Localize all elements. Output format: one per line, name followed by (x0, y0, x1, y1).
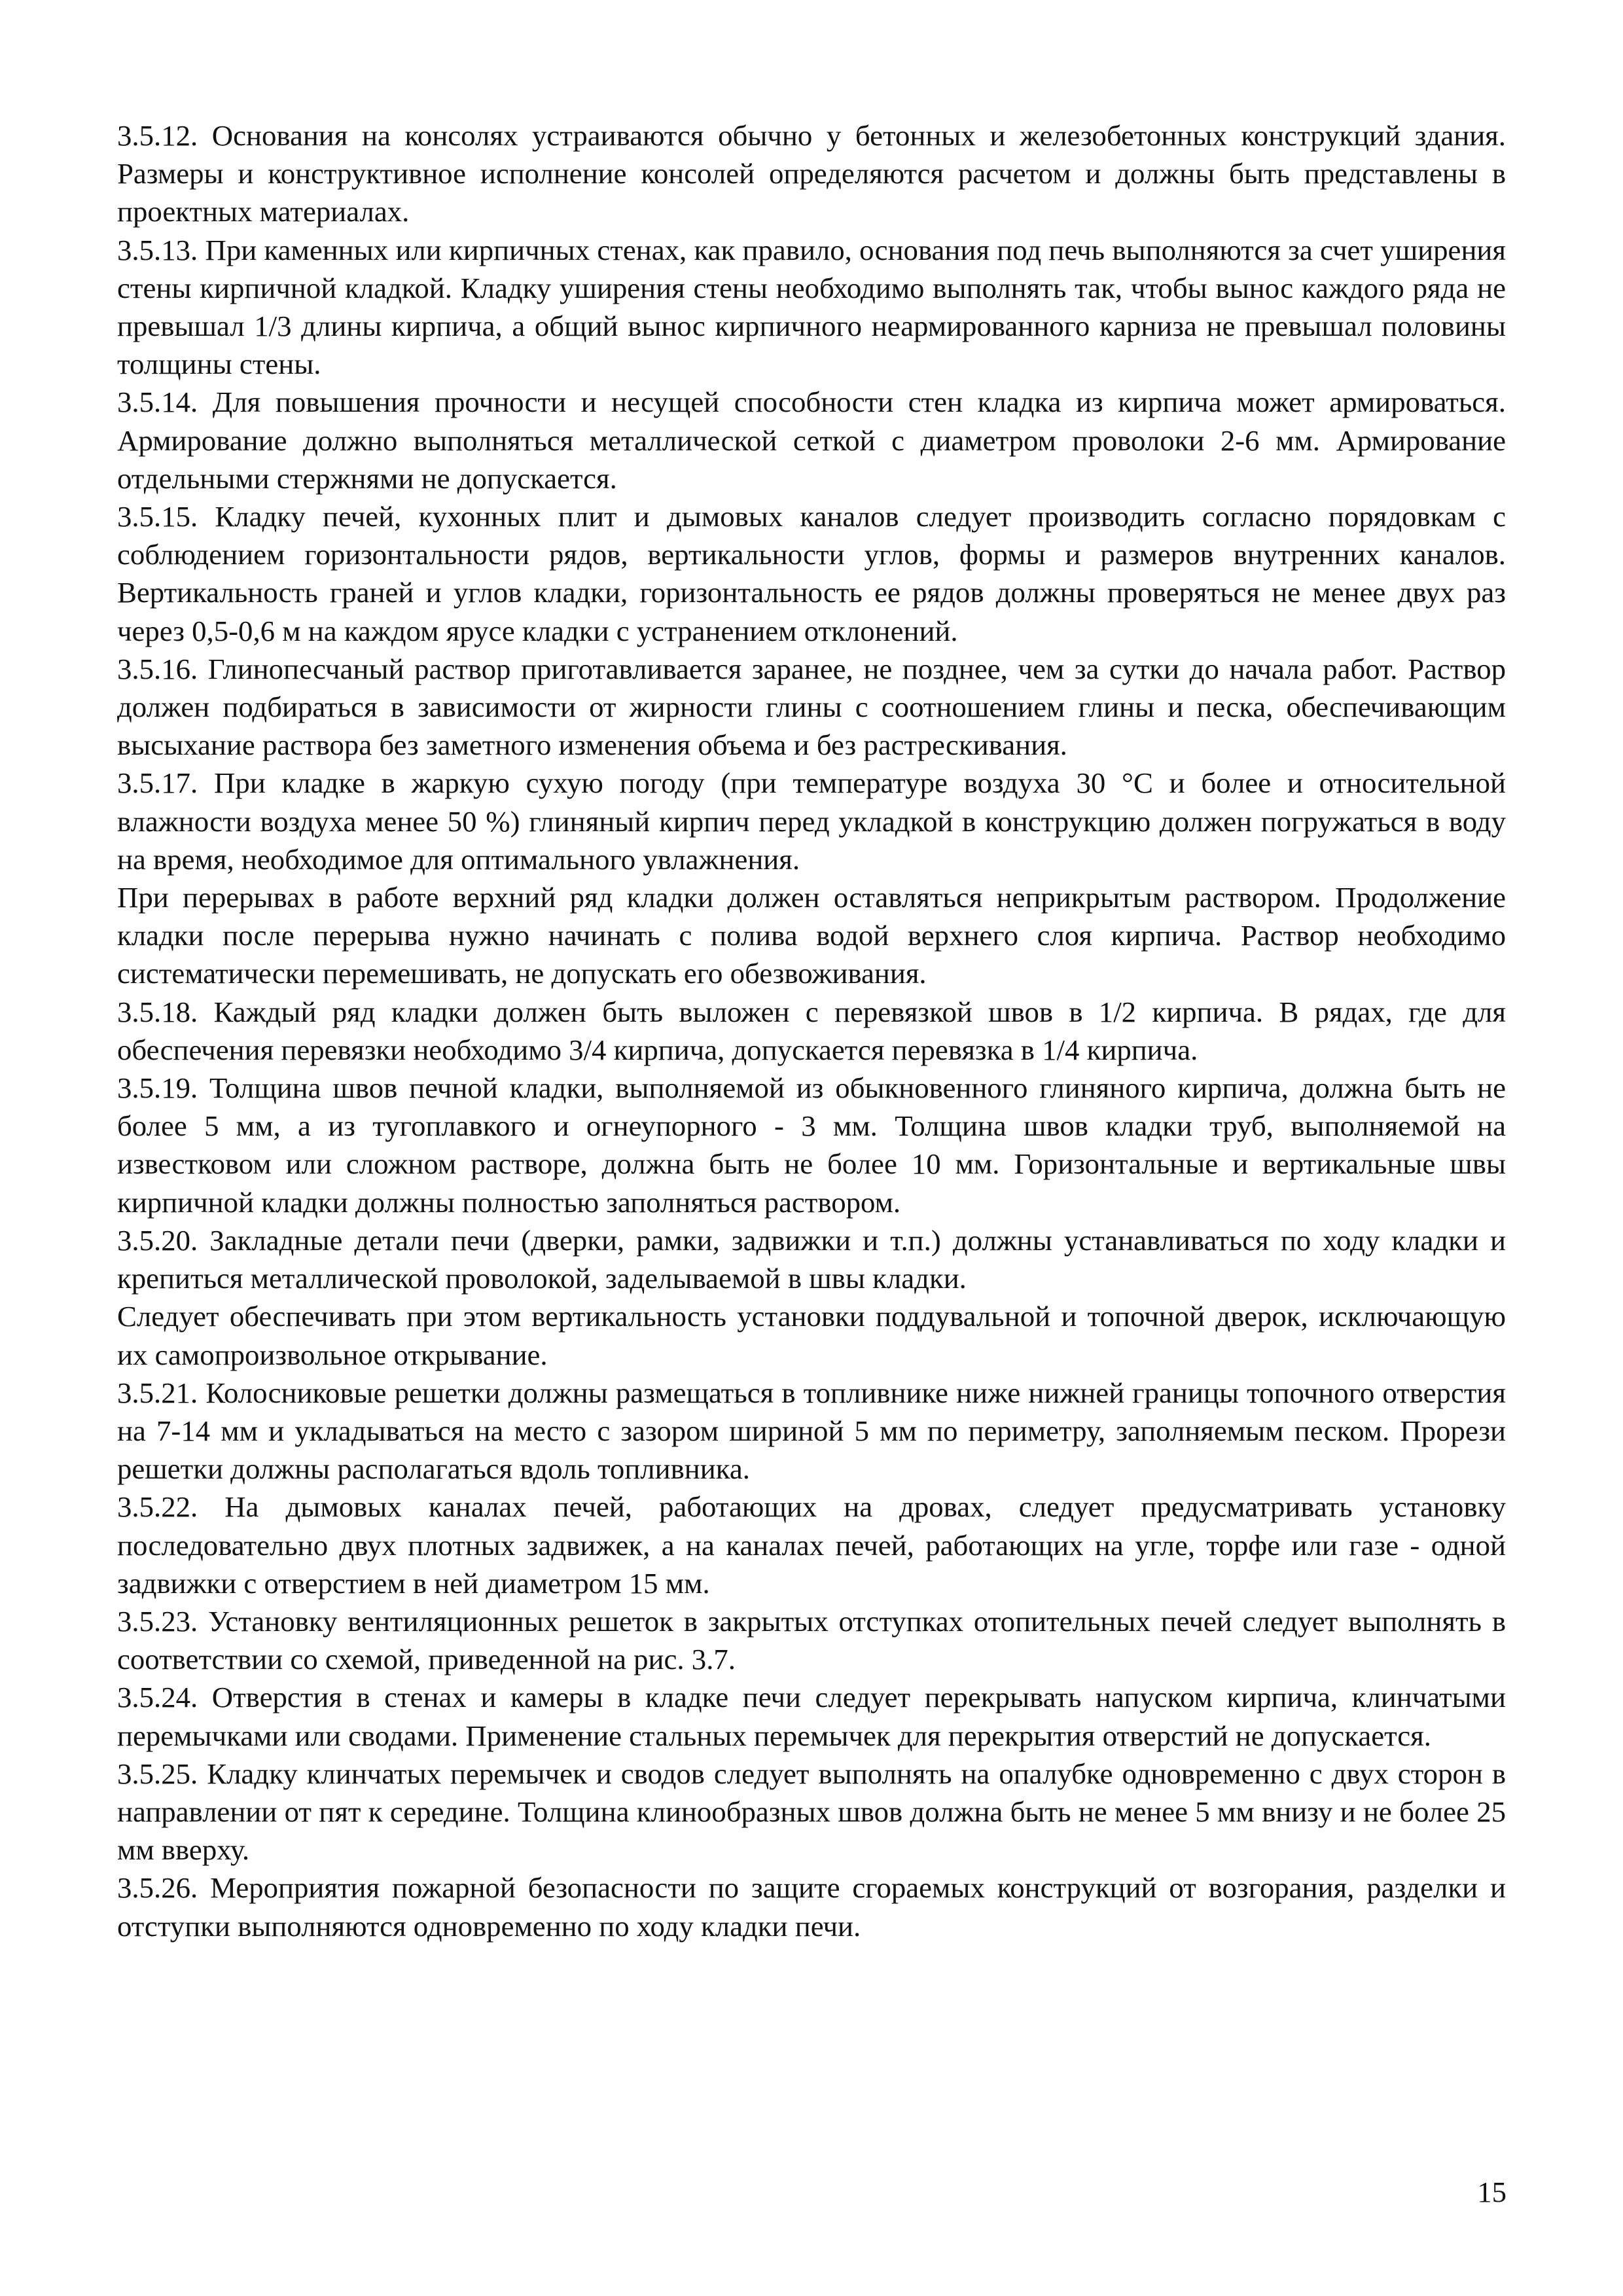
paragraph-3-5-25: 3.5.25. Кладку клинчатых перемычек и сводов следует выполнять на опалубке одновременно с двух сторон в направлении от пят к середине. Толщина клинообразных швов должна быть не менее 5 мм внизу и не более 25 мм вверху. (117, 1757, 1506, 1867)
paragraph-3-5-17-continued: При перерывах в работе верхний ряд кладки должен оставляться неприкрытым раствором. Продолжение кладки после перерыва нужно начинать с полива водой верхнего слоя кирпича. Раствор необходимо систематически перемешивать, не допускать его обезвоживания. (117, 881, 1506, 990)
paragraph-3-5-20: 3.5.20. Закладные детали печи (дверки, рамки, задвижки и т.п.) должны устанавливаться по ходу кладки и крепиться металлической проволокой, заделываемой в швы кладки. (117, 1223, 1506, 1295)
paragraph-3-5-19: 3.5.19. Толщина швов печной кладки, выполняемой из обыкновенного глиняного кирпича, должна быть не более 5 мм, а из тугоплавкого и огнеупорного - 3 мм. Толщина швов кладки труб, выполняемой на известковом или сложном растворе, должна быть не более 10 мм. Горизонтальные и вертикальные швы кирпичной кладки должны полностью заполняться раствором. (117, 1071, 1506, 1219)
paragraph-3-5-13: 3.5.13. При каменных или кирпичных стенах, как правило, основания под печь выполняются за счет уширения стены кирпичной кладкой. Кладку уширения стены необходимо выполнять так, чтобы вынос каждого ряда не превышал 1/3 длины кирпича, а общий вынос кирпичного неармированного карниза не превышал половины толщины стены. (117, 233, 1506, 381)
paragraph-3-5-16: 3.5.16. Глинопесчаный раствор приготавливается заранее, не позднее, чем за сутки до начала работ. Раствор должен подбираться в зависимости от жирности глины с соотношением глины и песка, обеспечивающим высыхание раствора без заметного изменения объема и без растрескивания. (117, 652, 1506, 762)
paragraph-3-5-18: 3.5.18. Каждый ряд кладки должен быть выложен с перевязкой швов в 1/2 кирпича. В рядах, где для обеспечения перевязки необходимо 3/4 кирпича, допускается перевязка в 1/4 кирпича. (117, 995, 1506, 1066)
paragraph-3-5-20-continued: Следует обеспечивать при этом вертикальность установки поддувальной и топочной дверок, исключающую их самопроизвольное открывание. (117, 1300, 1506, 1371)
paragraph-3-5-12: 3.5.12. Основания на консолях устраиваются обычно у бетонных и железобетонных конструкций здания. Размеры и конструктивное исполнение консолей определяются расчетом и должны быть представлены в проектных материалах. (117, 119, 1506, 228)
document-body (117, 117, 1506, 1945)
page-number: 15 (1477, 2176, 1507, 2208)
paragraph-3-5-15: 3.5.15. Кладку печей, кухонных плит и дымовых каналов следует производить согласно порядовкам с соблюдением горизонтальности рядов, вертикальности углов, формы и размеров внутренних каналов. Вертикальность граней и углов кладки, горизонтальность ее рядов должны проверяться не менее двух раз через 0,5-0,6 м на каждом ярусе кладки с устранением отклонений. (117, 500, 1506, 647)
paragraph-3-5-17: 3.5.17. При кладке в жаркую сухую погоду (при температуре воздуха 30 °С и более и относительной влажности воздуха менее 50 %) глиняный кирпич перед укладкой в конструкцию должен погружаться в воду на время, необходимое для оптимального увлажнения. (117, 766, 1506, 876)
paragraph-3-5-23: 3.5.23. Установку вентиляционных решеток в закрытых отступках отопительных печей следует выполнять в соответствии со схемой, приведенной на рис. 3.7. (117, 1604, 1506, 1676)
paragraph-3-5-26: 3.5.26. Мероприятия пожарной безопасности по защите сгораемых конструкций от возгорания, разделки и отступки выполняются одновременно по ходу кладки печи. (117, 1871, 1506, 1943)
paragraph-3-5-22: 3.5.22. На дымовых каналах печей, работающих на дровах, следует предусматривать установку последовательно двух плотных задвижек, а на каналах печей, работающих на угле, торфе или газе - одной задвижки с отверстием в ней диаметром 15 мм. (117, 1490, 1506, 1600)
paragraph-3-5-24: 3.5.24. Отверстия в стенах и камеры в кладке печи следует перекрывать напуском кирпича, клинчатыми перемычками или сводами. Применение стальных перемычек для перекрытия отверстий не допускается. (117, 1681, 1506, 1752)
paragraph-3-5-14: 3.5.14. Для повышения прочности и несущей способности стен кладка из кирпича может армироваться. Армирование должно выполняться металлической сеткой с диаметром проволоки 2-6 мм. Армирование отдельными стержнями не допускается. (117, 386, 1506, 495)
paragraph-3-5-21: 3.5.21. Колосниковые решетки должны размещаться в топливнике ниже нижней границы топочного отверстия на 7-14 мм и укладываться на место с зазором шириной 5 мм по периметру, заполняемым песком. Прорези решетки должны располагаться вдоль топливника. (117, 1376, 1506, 1486)
